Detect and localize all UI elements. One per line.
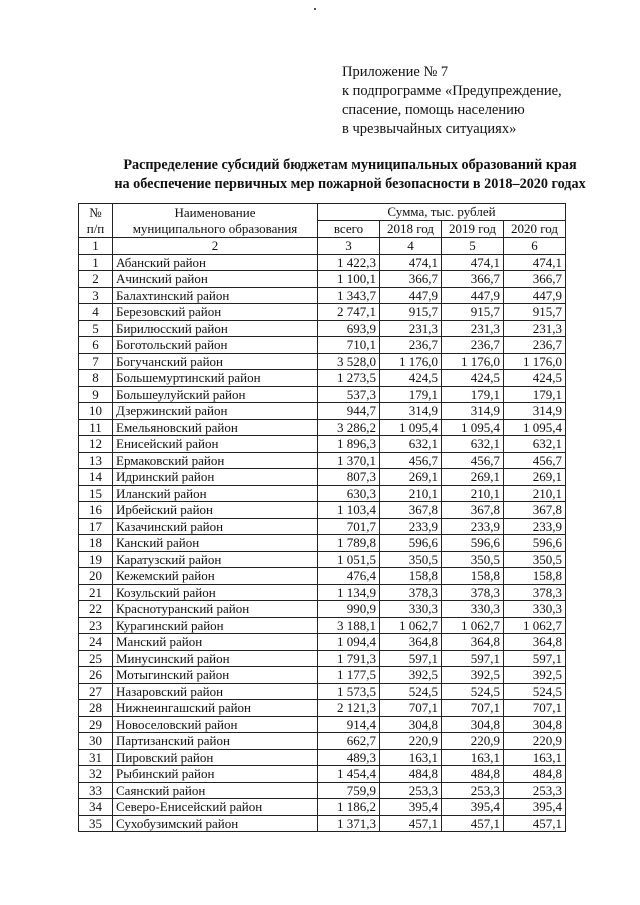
- sum-total: 3 188,1: [318, 617, 380, 634]
- municipality-name: Балахтинский район: [113, 287, 318, 304]
- sum-2019: 474,1: [442, 254, 504, 271]
- sum-2019: 632,1: [442, 436, 504, 453]
- sum-2020: 179,1: [504, 386, 566, 403]
- sum-2020: 366,7: [504, 271, 566, 288]
- sum-2018: 915,7: [380, 304, 442, 321]
- sum-2020: 392,5: [504, 667, 566, 684]
- sum-2020: 304,8: [504, 716, 566, 733]
- sum-2019: 233,9: [442, 518, 504, 535]
- sum-2018: 1 176,0: [380, 353, 442, 370]
- sum-total: 1 134,9: [318, 584, 380, 601]
- table-row: [79, 485, 566, 502]
- sum-2020: 395,4: [504, 799, 566, 816]
- sum-2018: 474,1: [380, 254, 442, 271]
- row-number: 30: [79, 733, 113, 750]
- table-row: [79, 617, 566, 634]
- sum-2019: 378,3: [442, 584, 504, 601]
- table-row: [79, 799, 566, 816]
- sum-2020: 210,1: [504, 485, 566, 502]
- table-row: [79, 700, 566, 717]
- sum-2019: 314,9: [442, 403, 504, 420]
- sum-total: 1 051,5: [318, 551, 380, 568]
- table-row: [79, 535, 566, 552]
- title-line-1: Распределение субсидий бюджетам муниципальных образований края: [123, 157, 577, 173]
- sum-2018: 179,1: [380, 386, 442, 403]
- sum-2018: 447,9: [380, 287, 442, 304]
- sum-total: 710,1: [318, 337, 380, 354]
- table-row: [79, 370, 566, 387]
- municipality-name: Козульский район: [113, 584, 318, 601]
- table-row: [79, 518, 566, 535]
- sum-2019: 330,3: [442, 601, 504, 618]
- sum-2018: 456,7: [380, 452, 442, 469]
- sum-total: 489,3: [318, 749, 380, 766]
- sum-2018: 395,4: [380, 799, 442, 816]
- sum-2020: 314,9: [504, 403, 566, 420]
- table-row: [79, 634, 566, 651]
- table-row: [79, 254, 566, 271]
- table-row: [79, 766, 566, 783]
- sum-2018: 233,9: [380, 518, 442, 535]
- sum-total: 476,4: [318, 568, 380, 585]
- municipality-name: Большемуртинский район: [113, 370, 318, 387]
- municipality-name: Сухобузимский район: [113, 815, 318, 832]
- table-row: [79, 403, 566, 420]
- sum-total: 1 454,4: [318, 766, 380, 783]
- row-number: 13: [79, 452, 113, 469]
- sum-2019: 158,8: [442, 568, 504, 585]
- row-number: 34: [79, 799, 113, 816]
- table-row: [79, 287, 566, 304]
- row-number: 14: [79, 469, 113, 486]
- sum-2020: 456,7: [504, 452, 566, 469]
- sum-2018: 424,5: [380, 370, 442, 387]
- table-row: [79, 353, 566, 370]
- sum-2019: 163,1: [442, 749, 504, 766]
- table-row: [79, 683, 566, 700]
- sum-2018: 210,1: [380, 485, 442, 502]
- municipality-name: Курагинский район: [113, 617, 318, 634]
- row-number: 25: [79, 650, 113, 667]
- sum-total: 1 094,4: [318, 634, 380, 651]
- header-2019: 2019 год: [442, 221, 504, 238]
- table-row: [79, 419, 566, 436]
- row-number: 9: [79, 386, 113, 403]
- table-row: [79, 782, 566, 799]
- sum-2020: 231,3: [504, 320, 566, 337]
- sum-2018: 596,6: [380, 535, 442, 552]
- sum-2019: 596,6: [442, 535, 504, 552]
- appendix-line-4: в чрезвычайных ситуациях»: [342, 121, 517, 137]
- sum-2019: 210,1: [442, 485, 504, 502]
- column-index: 5: [442, 238, 504, 255]
- sum-total: 701,7: [318, 518, 380, 535]
- table-row: [79, 320, 566, 337]
- municipality-name: Канский район: [113, 535, 318, 552]
- sum-total: 1 896,3: [318, 436, 380, 453]
- sum-2018: 231,3: [380, 320, 442, 337]
- column-index: 6: [504, 238, 566, 255]
- sum-2019: 1 062,7: [442, 617, 504, 634]
- appendix-line-1: Приложение № 7: [342, 64, 449, 80]
- row-number: 3: [79, 287, 113, 304]
- row-number: 22: [79, 601, 113, 618]
- row-number: 35: [79, 815, 113, 832]
- table-row: [79, 551, 566, 568]
- sum-2020: 447,9: [504, 287, 566, 304]
- sum-2018: 484,8: [380, 766, 442, 783]
- sum-2020: 474,1: [504, 254, 566, 271]
- column-index: 3: [318, 238, 380, 255]
- table-row: [79, 601, 566, 618]
- row-number: 15: [79, 485, 113, 502]
- sum-2019: 220,9: [442, 733, 504, 750]
- sum-total: 1 789,8: [318, 535, 380, 552]
- row-number: 17: [79, 518, 113, 535]
- appendix-line-3: спасение, помощь населению: [342, 102, 525, 118]
- row-number: 12: [79, 436, 113, 453]
- sum-2020: 269,1: [504, 469, 566, 486]
- municipality-name: Минусинский район: [113, 650, 318, 667]
- table-row: [79, 386, 566, 403]
- header-name-line-1: Наименование: [174, 204, 256, 220]
- sum-total: 3 528,0: [318, 353, 380, 370]
- sum-2020: 1 062,7: [504, 617, 566, 634]
- sum-total: 1 186,2: [318, 799, 380, 816]
- table-row: [79, 271, 566, 288]
- table-row: [79, 452, 566, 469]
- row-number: 23: [79, 617, 113, 634]
- sum-total: 1 791,3: [318, 650, 380, 667]
- sum-total: 807,3: [318, 469, 380, 486]
- row-number: 16: [79, 502, 113, 519]
- sum-2018: 366,7: [380, 271, 442, 288]
- row-number: 33: [79, 782, 113, 799]
- row-number: 1: [79, 254, 113, 271]
- header-name: [113, 204, 318, 238]
- sum-total: 3 286,2: [318, 419, 380, 436]
- municipality-name: Абанский район: [113, 254, 318, 271]
- sum-2018: 392,5: [380, 667, 442, 684]
- row-number: 6: [79, 337, 113, 354]
- sum-total: 1 371,3: [318, 815, 380, 832]
- municipality-name: Ирбейский район: [113, 502, 318, 519]
- municipality-name: Краснотуранский район: [113, 601, 318, 618]
- sum-2020: 424,5: [504, 370, 566, 387]
- sum-2018: 304,8: [380, 716, 442, 733]
- row-number: 29: [79, 716, 113, 733]
- row-number: 8: [79, 370, 113, 387]
- sum-2020: 1 095,4: [504, 419, 566, 436]
- sum-2018: 1 062,7: [380, 617, 442, 634]
- sum-2020: 484,8: [504, 766, 566, 783]
- municipality-name: Березовский район: [113, 304, 318, 321]
- sum-total: 1 370,1: [318, 452, 380, 469]
- row-number: 18: [79, 535, 113, 552]
- sum-2019: 1 095,4: [442, 419, 504, 436]
- row-number: 24: [79, 634, 113, 651]
- sum-2020: 220,9: [504, 733, 566, 750]
- row-number: 7: [79, 353, 113, 370]
- scan-dot: [314, 8, 316, 10]
- sum-2020: 253,3: [504, 782, 566, 799]
- column-index: 2: [113, 238, 318, 255]
- sum-2019: 457,1: [442, 815, 504, 832]
- sum-total: 2 747,1: [318, 304, 380, 321]
- sum-2019: 597,1: [442, 650, 504, 667]
- sum-total: 1 343,7: [318, 287, 380, 304]
- subsidy-table: [78, 203, 566, 832]
- municipality-name: Северо-Енисейский район: [113, 799, 318, 816]
- sum-2019: 304,8: [442, 716, 504, 733]
- header-name-line-2: муниципального образования: [132, 220, 298, 236]
- sum-total: 1 273,5: [318, 370, 380, 387]
- sum-2020: 350,5: [504, 551, 566, 568]
- sum-2018: 597,1: [380, 650, 442, 667]
- sum-total: 662,7: [318, 733, 380, 750]
- table-row: [79, 337, 566, 354]
- sum-2019: 367,8: [442, 502, 504, 519]
- municipality-name: Саянский район: [113, 782, 318, 799]
- municipality-name: Мотыгинский район: [113, 667, 318, 684]
- row-number: 20: [79, 568, 113, 585]
- sum-total: 759,9: [318, 782, 380, 799]
- sum-2020: 457,1: [504, 815, 566, 832]
- sum-total: 1 573,5: [318, 683, 380, 700]
- municipality-name: Назаровский район: [113, 683, 318, 700]
- sum-total: 944,7: [318, 403, 380, 420]
- column-index: 1: [79, 238, 113, 255]
- table-row: [79, 650, 566, 667]
- municipality-name: Пировский район: [113, 749, 318, 766]
- sum-2018: 350,5: [380, 551, 442, 568]
- sum-2019: 366,7: [442, 271, 504, 288]
- sum-2019: 236,7: [442, 337, 504, 354]
- sum-2018: 330,3: [380, 601, 442, 618]
- municipality-name: Кежемский район: [113, 568, 318, 585]
- sum-2020: 378,3: [504, 584, 566, 601]
- sum-2018: 378,3: [380, 584, 442, 601]
- sum-total: 1 422,3: [318, 254, 380, 271]
- header-number: [79, 204, 113, 238]
- sum-2018: 163,1: [380, 749, 442, 766]
- appendix-note: [342, 63, 562, 139]
- municipality-name: Ермаковский район: [113, 452, 318, 469]
- municipality-name: Емельяновский район: [113, 419, 318, 436]
- sum-2019: 253,3: [442, 782, 504, 799]
- sum-2019: 424,5: [442, 370, 504, 387]
- table-row: [79, 815, 566, 832]
- sum-2020: 236,7: [504, 337, 566, 354]
- table-row: [79, 436, 566, 453]
- row-number: 21: [79, 584, 113, 601]
- sum-2018: 1 095,4: [380, 419, 442, 436]
- header-number-line-2: п/п: [86, 220, 105, 236]
- sum-2018: 524,5: [380, 683, 442, 700]
- row-number: 27: [79, 683, 113, 700]
- sum-2020: 524,5: [504, 683, 566, 700]
- sum-2018: 314,9: [380, 403, 442, 420]
- municipality-name: Ачинский район: [113, 271, 318, 288]
- sum-2018: 707,1: [380, 700, 442, 717]
- title-line-2: на обеспечение первичных мер пожарной безопасности в 2018–2020 годах: [114, 176, 586, 192]
- sum-2019: 1 176,0: [442, 353, 504, 370]
- sum-2019: 350,5: [442, 551, 504, 568]
- sum-total: 537,3: [318, 386, 380, 403]
- row-number: 2: [79, 271, 113, 288]
- sum-2020: 233,9: [504, 518, 566, 535]
- sum-2019: 179,1: [442, 386, 504, 403]
- sum-2019: 392,5: [442, 667, 504, 684]
- table-row: [79, 584, 566, 601]
- table-row: [79, 469, 566, 486]
- header-number-line-1: №: [89, 204, 102, 220]
- sum-total: 990,9: [318, 601, 380, 618]
- municipality-name: Манский район: [113, 634, 318, 651]
- sum-2018: 457,1: [380, 815, 442, 832]
- sum-2019: 456,7: [442, 452, 504, 469]
- sum-total: 630,3: [318, 485, 380, 502]
- municipality-name: Дзержинский район: [113, 403, 318, 420]
- sum-2018: 253,3: [380, 782, 442, 799]
- municipality-name: Бирилюсский район: [113, 320, 318, 337]
- sum-2020: 367,8: [504, 502, 566, 519]
- column-index-row: [79, 238, 566, 255]
- table-row: [79, 568, 566, 585]
- row-number: 19: [79, 551, 113, 568]
- sum-2018: 364,8: [380, 634, 442, 651]
- municipality-name: Иланский район: [113, 485, 318, 502]
- row-number: 32: [79, 766, 113, 783]
- header-2018: 2018 год: [380, 221, 442, 238]
- column-index: 4: [380, 238, 442, 255]
- municipality-name: Боготольский район: [113, 337, 318, 354]
- municipality-name: Большеулуйский район: [113, 386, 318, 403]
- sum-2020: 330,3: [504, 601, 566, 618]
- municipality-name: Казачинский район: [113, 518, 318, 535]
- sum-total: 1 103,4: [318, 502, 380, 519]
- sum-2019: 364,8: [442, 634, 504, 651]
- sum-2019: 269,1: [442, 469, 504, 486]
- sum-2018: 236,7: [380, 337, 442, 354]
- document-title: [70, 156, 630, 194]
- row-number: 31: [79, 749, 113, 766]
- table-row: [79, 304, 566, 321]
- sum-2019: 395,4: [442, 799, 504, 816]
- municipality-name: Енисейский район: [113, 436, 318, 453]
- sum-2019: 524,5: [442, 683, 504, 700]
- municipality-name: Партизанский район: [113, 733, 318, 750]
- sum-2020: 597,1: [504, 650, 566, 667]
- sum-2018: 220,9: [380, 733, 442, 750]
- table-row: [79, 716, 566, 733]
- municipality-name: Нижнеингашский район: [113, 700, 318, 717]
- sum-2020: 1 176,0: [504, 353, 566, 370]
- sum-2020: 632,1: [504, 436, 566, 453]
- table-row: [79, 733, 566, 750]
- sum-2020: 596,6: [504, 535, 566, 552]
- row-number: 10: [79, 403, 113, 420]
- sum-2020: 707,1: [504, 700, 566, 717]
- sum-2019: 915,7: [442, 304, 504, 321]
- appendix-line-2: к подпрограмме «Предупреждение,: [342, 83, 562, 99]
- municipality-name: Каратузский район: [113, 551, 318, 568]
- header-total: всего: [318, 221, 380, 238]
- municipality-name: Богучанский район: [113, 353, 318, 370]
- sum-2018: 269,1: [380, 469, 442, 486]
- header-sum: Сумма, тыс. рублей: [318, 204, 566, 221]
- row-number: 4: [79, 304, 113, 321]
- row-number: 5: [79, 320, 113, 337]
- table-row: [79, 749, 566, 766]
- row-number: 26: [79, 667, 113, 684]
- sum-2018: 158,8: [380, 568, 442, 585]
- sum-2019: 231,3: [442, 320, 504, 337]
- table-row: [79, 667, 566, 684]
- sum-2019: 707,1: [442, 700, 504, 717]
- sum-total: 1 100,1: [318, 271, 380, 288]
- sum-2018: 632,1: [380, 436, 442, 453]
- sum-total: 1 177,5: [318, 667, 380, 684]
- sum-2019: 447,9: [442, 287, 504, 304]
- sum-2020: 364,8: [504, 634, 566, 651]
- header-2020: 2020 год: [504, 221, 566, 238]
- municipality-name: Новоселовский район: [113, 716, 318, 733]
- row-number: 11: [79, 419, 113, 436]
- row-number: 28: [79, 700, 113, 717]
- sum-2020: 915,7: [504, 304, 566, 321]
- sum-2018: 367,8: [380, 502, 442, 519]
- sum-total: 2 121,3: [318, 700, 380, 717]
- sum-total: 693,9: [318, 320, 380, 337]
- table-row: [79, 502, 566, 519]
- sum-total: 914,4: [318, 716, 380, 733]
- sum-2020: 158,8: [504, 568, 566, 585]
- municipality-name: Идринский район: [113, 469, 318, 486]
- sum-2020: 163,1: [504, 749, 566, 766]
- sum-2019: 484,8: [442, 766, 504, 783]
- municipality-name: Рыбинский район: [113, 766, 318, 783]
